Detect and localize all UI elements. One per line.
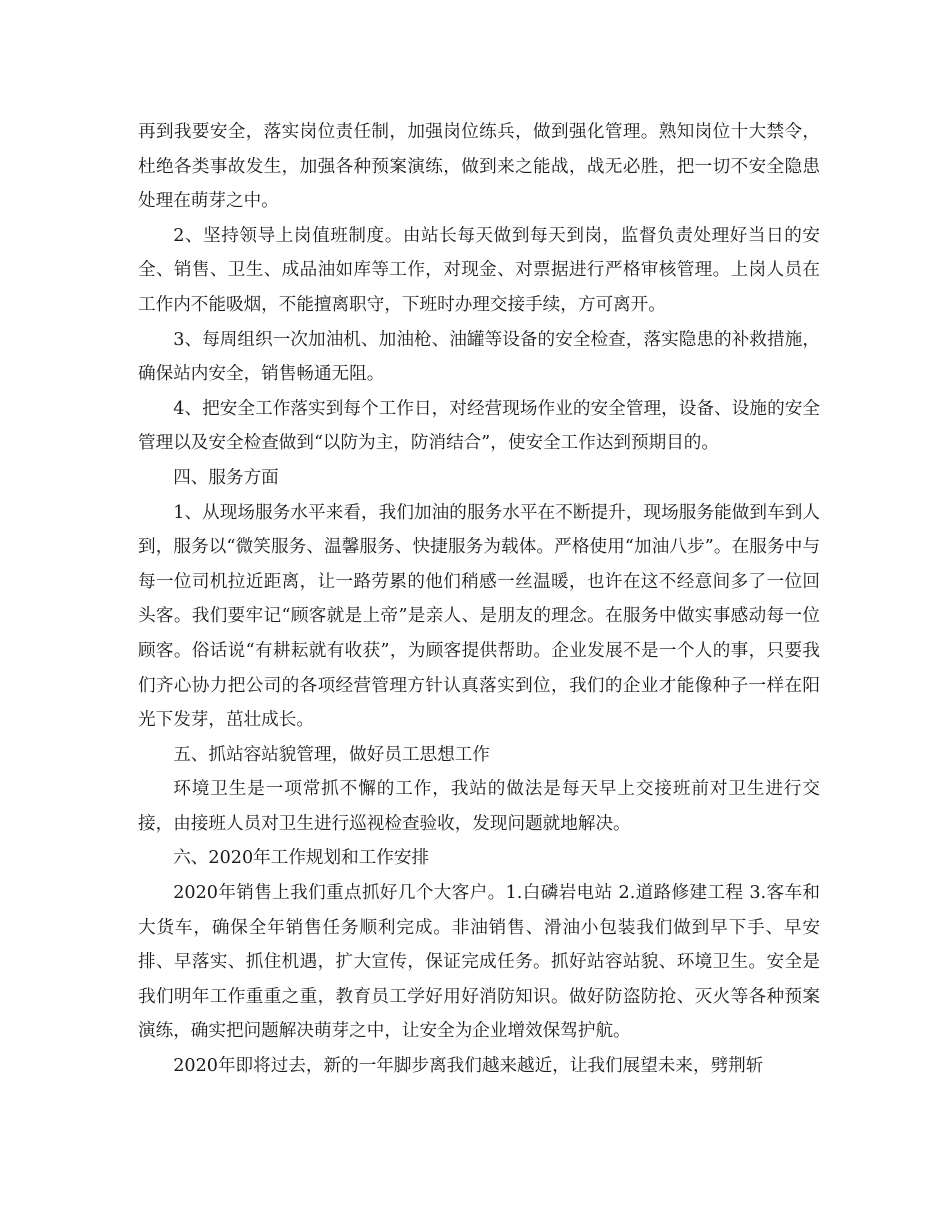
paragraph-service-level: 1、从现场服务水平来看，我们加油的服务水平在不断提升，现场服务能做到车到人到，服务以“微笑服务、温馨服务、快捷服务为载体。严格使用“加油八步”。在服务中与每一位司机拉近距离，让一路劳累的他们稍感一丝温暖，也许在这不经意间多了一位回头客。我们要牢记“顾客就是上帝”是亲人、是朋友的理念。在服务中做实事感动每一位顾客。俗话说“有耕耘就有收获”，为顾客提供帮助。企业发展不是一个人的事，只要我们齐心协力把公司的各项经营管理方针认真落实到位，我们的企业才能像种子一样在阳光下发芽，茁壮成长。 [138, 502, 820, 731]
paragraph-safety-continuation: 再到我要安全，落实岗位责任制，加强岗位练兵，做到强化管理。熟知岗位十大禁令，杜绝各类事故发生，加强各种预案演练，做到来之能战，战无必胜，把一切不安全隐患处理在萌芽之中。 [138, 122, 820, 212]
section-heading-service: 四、服务方面 [173, 467, 279, 488]
section-heading-station-appearance: 五、抓站容站貌管理，做好员工思想工作 [173, 744, 490, 765]
section-heading-work-plan: 六、2020年工作规划和工作安排 [173, 848, 430, 869]
paragraph-sales-plan: 2020年销售上我们重点抓好几个大客户。1.白磷岩电站 2.道路修建工程 3.客车和大货车，确保全年销售任务顺利完成。非油销售、滑油小包装我们做到早下手、早安排、早落实、抓住机遇，扩大宣传，保证完成任务。抓好站容站貌、环境卫生。安全是我们明年工作重重之重，教育员工学好用好消防知识。做好防盗防抢、灭火等各种预案演练，确实把问题解决萌芽之中，让安全为企业增效保驾护航。 [138, 883, 820, 1042]
paragraph-daily-safety: 4、把安全工作落实到每个工作日，对经营现场作业的安全管理，设备、设施的安全管理以及安全检查做到“以防为主，防消结合”，使安全工作达到预期目的。 [138, 398, 820, 454]
paragraph-leadership-duty: 2、坚持领导上岗值班制度。由站长每天做到每天到岗，监督负责处理好当日的安全、销售、卫生、成品油如库等工作，对现金、对票据进行严格审核管理。上岗人员在工作内不能吸烟，不能擅离职守，下班时办理交接手续，方可离开。 [138, 225, 820, 315]
paragraph-closing: 2020年即将过去，新的一年脚步离我们越来越近，让我们展望未来，劈荆斩 [173, 1056, 764, 1077]
paragraph-environment-hygiene: 环境卫生是一项常抓不懈的工作，我站的做法是每天早上交接班前对卫生进行交接，由接班人员对卫生进行巡视检查验收，发现问题就地解决。 [138, 779, 820, 834]
paragraph-weekly-inspection: 3、每周组织一次加油机、加油枪、油罐等设备的安全检查，落实隐患的补救措施，确保站内安全，销售畅通无阻。 [138, 329, 820, 385]
document-body [138, 115, 820, 1084]
